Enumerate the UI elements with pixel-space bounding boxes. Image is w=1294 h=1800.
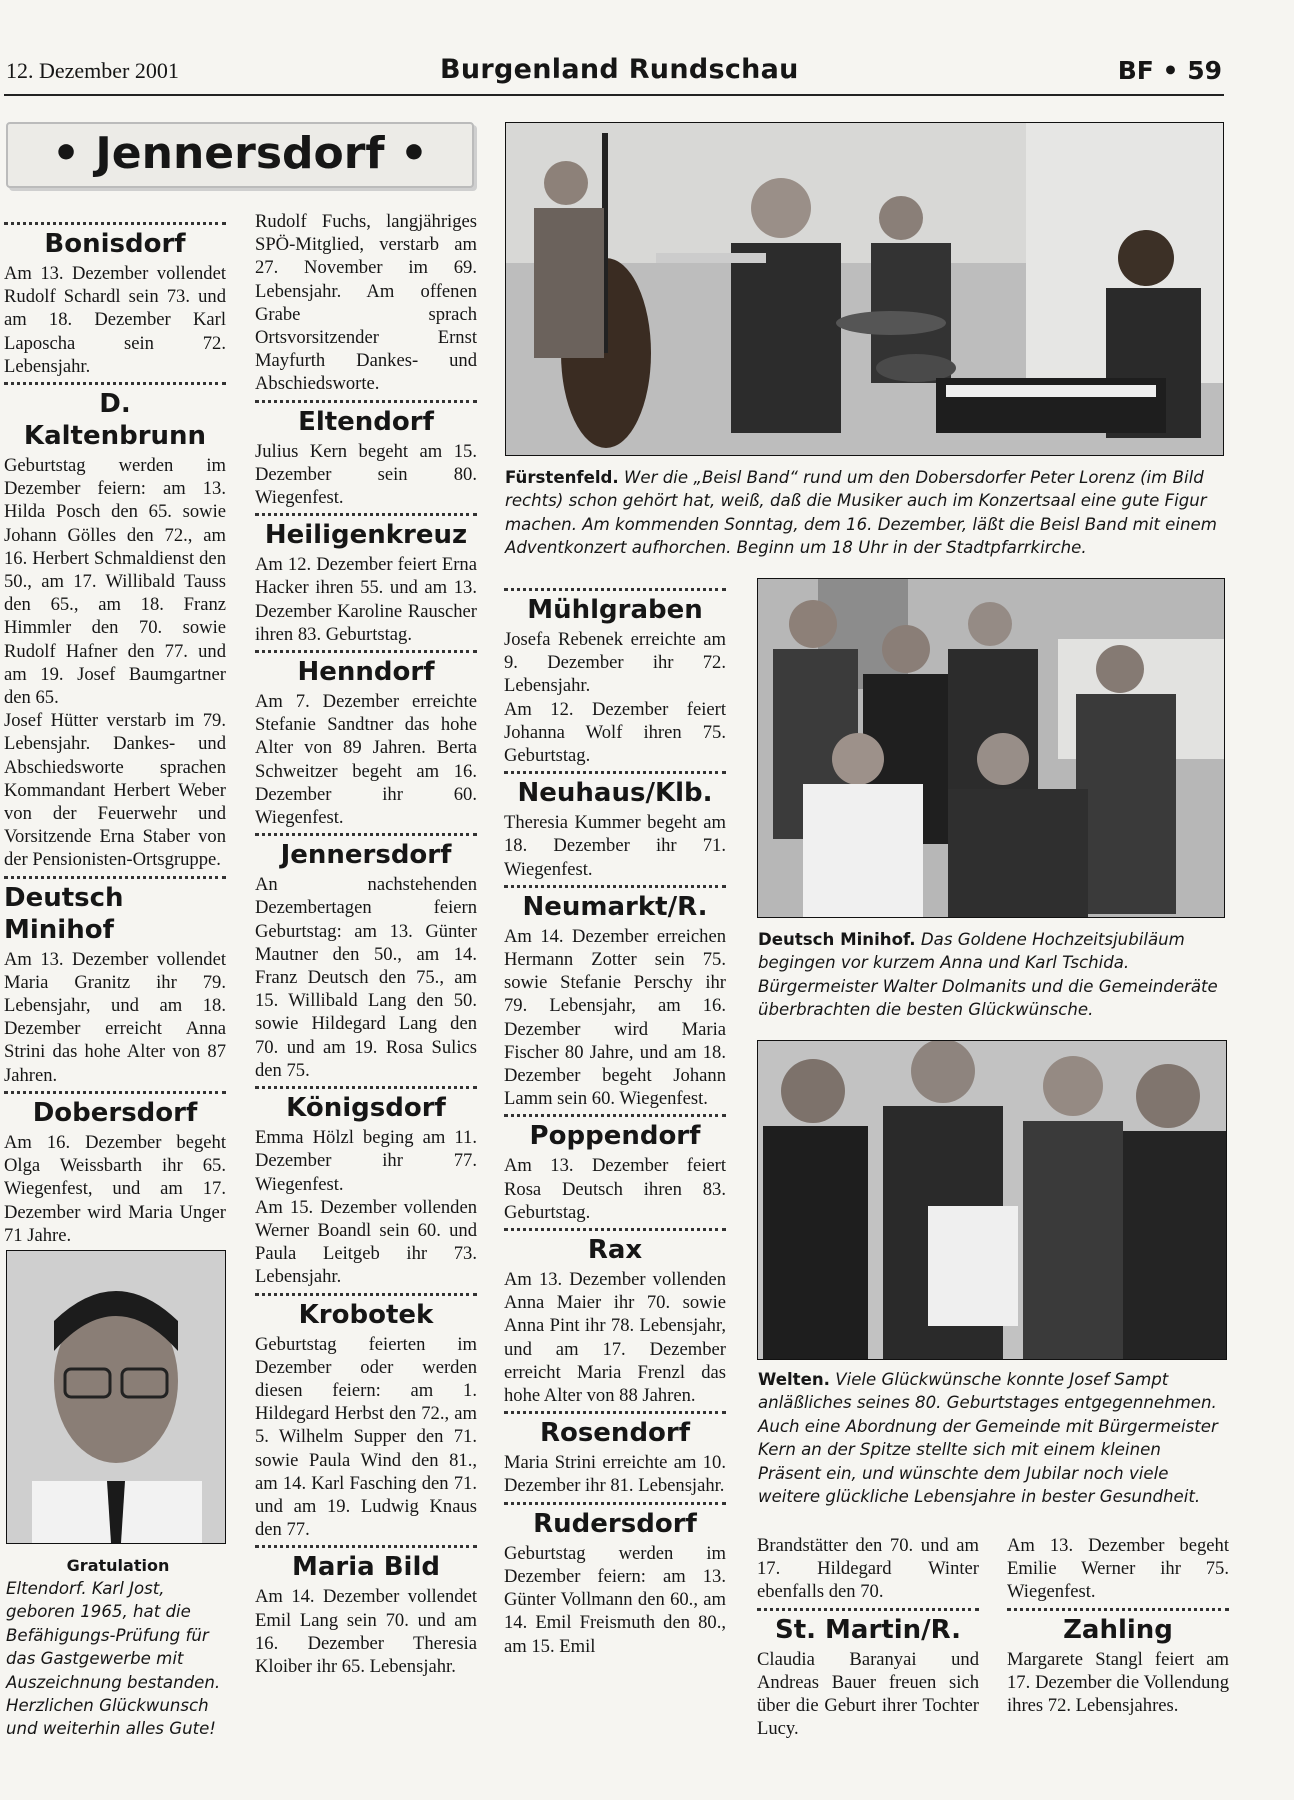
news-paragraph: Am 14. Dezember vollendet Emil Lang sein 70. und am 16. Dezember Theresia Kloiber ihr 65. Lebensjahr. <box>255 1586 477 1677</box>
gratulation-box <box>6 1555 230 1741</box>
town-heading: Maria Bild <box>291 1552 440 1583</box>
town-heading: Rosendorf <box>539 1418 691 1449</box>
town-heading: Henndorf <box>297 657 435 688</box>
town-heading: Krobotek <box>298 1299 434 1330</box>
dotted-divider <box>504 1411 726 1414</box>
news-paragraph: Am 13. Dezember vollendet Maria Granitz ihr 79. Lebensjahr, und am 18. Dezember erreicht Anna Strini das hohe Alter von 87 Jahren. <box>4 948 226 1086</box>
dotted-divider <box>757 1608 979 1611</box>
town-heading: Zahling <box>1063 1614 1173 1645</box>
news-paragraph: Geburtstag feierten im Dezember oder werden diesen feiern: am 1. Hildegard Herbst den 72., am 5. Wilhelm Supper den 71. sowie Paula Wind den 81., am 14. Karl Fasching den 71. und am 19. Ludwig Knaus den 77. <box>255 1333 477 1541</box>
news-paragraph: Am 13. Dezember feiert Rosa Deutsch ihren 83. Geburtstag. <box>504 1155 726 1223</box>
town-heading: Neumarkt/R. <box>522 891 708 922</box>
town-heading: Heiligenkreuz <box>264 520 468 551</box>
column-2 <box>255 210 477 1678</box>
dotted-divider <box>255 1545 477 1548</box>
news-paragraph: Am 13. Dezember vollendet Rudolf Schardl sein 73. und am 18. Dezember Karl Laposcha sein 72. Lebensjahr. <box>4 263 226 377</box>
town-heading: Rax <box>587 1235 643 1266</box>
news-paragraph: Am 13. Dezember vollenden Anna Maier ihr 70. sowie Anna Pint ihr 78. Lebensjahr, und am 17. Dezember erreicht Maria Frenzl das hohe Alter von 88 Jahren. <box>504 1269 726 1407</box>
dotted-divider <box>4 1091 226 1094</box>
newspaper-title: Burgenland Rundschau <box>440 54 799 85</box>
news-paragraph: Rudolf Fuchs, langjähriges SPÖ-Mitglied, verstarb am 27. November im 69. Lebensjahr. Am offenen Grabe sprach Ortsvorsitzender Ernst Mayfurth Dankes- und Abschiedsworte. <box>255 211 477 395</box>
caption-deutschminihof-place: Deutsch Minihof. <box>758 930 916 949</box>
caption-fuerstenfeld <box>505 466 1227 560</box>
section-banner <box>6 122 474 188</box>
dotted-divider <box>255 1293 477 1296</box>
caption-deutschminihof <box>758 928 1224 1022</box>
town-heading: Dobersdorf <box>32 1097 198 1128</box>
town-heading: Neuhaus/Klb. <box>517 778 713 809</box>
section-banner-text: • Jennersdorf • <box>51 128 429 179</box>
portrait-photo <box>6 1250 226 1544</box>
dotted-divider <box>4 382 226 385</box>
dotted-divider <box>504 885 726 888</box>
news-paragraph: Theresia Kummer begeht am 18. Dezember ihr 71. Wiegenfest. <box>504 812 726 880</box>
news-paragraph: Josefa Rebenek erreichte am 9. Dezember ihr 72. Lebensjahr. <box>504 629 726 697</box>
news-paragraph: Margarete Stangl feiert am 17. Dezember die Vollendung ihres 72. Lebensjahres. <box>1007 1648 1229 1717</box>
town-heading: Deutsch Minihof <box>4 882 124 945</box>
page-number: BF • 59 <box>1117 56 1222 85</box>
header-rule <box>4 94 1224 96</box>
news-paragraph: Am 14. Dezember erreichen Hermann Zotter sein 75. sowie Stefanie Perschy ihr 79. Lebensjahr, am 16. Dezember wird Maria Fischer 80 Jahre, und am 18. Dezember begeht Johann Lamm sein 60. Wiegenfest. <box>504 925 726 1110</box>
news-paragraph: An nachstehenden Dezembertagen feiern Geburtstag: am 13. Günter Mautner den 50., am 14. Franz Deutsch den 75., am 15. Willibald Lang den 50. sowie Hildegard Lang den 70. und am 19. Rosa Sulics den 75. <box>255 874 477 1081</box>
news-paragraph: Geburtstag werden im Dezember feiern: am 13. Hilda Posch den 65. sowie Johann Gölles den 72., am 16. Herbert Schmaldienst den 50., am 17. Willibald Tauss den 65., am 18. Franz Himmler den 70. sowie Rudolf Hafner den 77. und am 19. Josef Baumgartner den 65. <box>4 455 226 709</box>
news-paragraph: Claudia Baranyai und Andreas Bauer freuen sich über die Geburt ihrer Tochter Lucy. <box>757 1648 979 1740</box>
column-4a <box>757 1534 979 1740</box>
dotted-divider <box>255 513 477 516</box>
news-paragraph: Am 16. Dezember begeht Olga Weissbarth ihr 65. Wiegenfest, und am 17. Dezember wird Maria Unger 71 Jahre. <box>4 1131 226 1246</box>
town-heading: Jennersdorf <box>280 840 452 871</box>
town-heading: St. Martin/R. <box>774 1614 962 1645</box>
caption-fuerstenfeld-text: Wer die „Beisl Band“ rund um den Dobersdorfer Peter Lorenz (im Bild rechts) schon gehört hat, weiß, daß die Musiker auch im Konzertsaal eine gute Figur machen. Am kommenden Sonntag, dem 16. Dezember, läßt die Beisl Band mit einem Adventkonzert aufhorchen. Beginn um 18 Uhr in der Stadtpfarrkirche. <box>505 468 1217 558</box>
column-1 <box>4 218 226 1247</box>
dotted-divider <box>504 771 726 774</box>
news-paragraph: Josef Hütter verstarb im 79. Lebensjahr. Dankes- und Abschiedsworte sprachen Kommandant Herbert Weber von der Feuerwehr und Vorsitzende Erna Staber von der Pensionisten-Ortsgruppe. <box>4 710 226 871</box>
town-heading: Bonisdorf <box>44 229 186 259</box>
dotted-divider <box>255 650 477 653</box>
dotted-divider <box>504 1502 726 1505</box>
town-heading: Poppendorf <box>529 1121 701 1152</box>
town-heading: Rudersdorf <box>533 1508 697 1539</box>
caption-fuerstenfeld-place: Fürstenfeld. <box>505 468 619 487</box>
news-paragraph: Am 13. Dezember begeht Emilie Werner ihr 75. Wiegenfest. <box>1007 1535 1229 1603</box>
caption-welten <box>758 1368 1228 1508</box>
town-heading: Eltendorf <box>298 406 434 437</box>
birthday-photo <box>757 1040 1227 1360</box>
band-photo <box>505 122 1224 456</box>
news-paragraph: Am 15. Dezember vollenden Werner Boandl sein 60. und Paula Leitgeb ihr 73. Lebensjahr. <box>255 1196 477 1288</box>
news-paragraph: Geburtstag werden im Dezember feiern: am 13. Günter Vollmann den 60., am 14. Emil Freismuth den 80., am 15. Emil <box>504 1542 726 1657</box>
town-heading: Mühlgraben <box>527 595 703 625</box>
news-paragraph: Am 12. Dezember feiert Erna Hacker ihren 55. und am 13. Dezember Karoline Rauscher ihren 83. Geburtstag. <box>255 554 477 645</box>
town-heading: D. Kaltenbrunn <box>23 389 207 452</box>
news-paragraph: Julius Kern begeht am 15. Dezember sein 80. Wiegenfest. <box>255 440 477 509</box>
caption-deutschminihof-text: Das Goldene Hochzeitsjubiläum begingen vor kurzem Anna und Karl Tschida. Bürgermeister Walter Dolmanits und die Gemeinderäte überbrachten die besten Glückwünsche. <box>758 930 1218 1020</box>
dotted-divider <box>4 222 226 225</box>
news-paragraph: Brandstätter den 70. und am 17. Hildegard Winter ebenfalls den 70. <box>757 1535 979 1603</box>
gratulation-text: Eltendorf. Karl Jost, geboren 1965, hat die Befähigungs-Prüfung für das Gastgewerbe mit Auszeichnung bestanden. Herzlichen Glückwunsch und weiterhin alles Gute! <box>6 1579 221 1739</box>
news-paragraph: Am 12. Dezember feiert Johanna Wolf ihren 75. Geburtstag. <box>504 698 726 767</box>
caption-welten-text: Viele Glückwünsche konnte Josef Sampt anläßliches seines 80. Geburtstages entgegennehmen. Auch eine Abordnung der Gemeinde mit Bürgermeister Kern an der Spitze stellte sich mit einem kleinen Präsent ein, und wünschte dem Jubilar noch viele weitere glückliche Lebensjahre in bester Gesundheit. <box>758 1370 1218 1507</box>
caption-welten-place: Welten. <box>758 1370 830 1389</box>
dotted-divider <box>255 1086 477 1089</box>
column-4b <box>1007 1534 1229 1717</box>
news-paragraph: Am 7. Dezember erreichte Stefanie Sandtner das hohe Alter von 89 Jahren. Berta Schweitzer begeht am 16. Dezember ihr 60. Wiegenfest. <box>255 691 477 829</box>
dotted-divider <box>1007 1608 1229 1611</box>
dotted-divider <box>504 1228 726 1231</box>
dotted-divider <box>504 1114 726 1117</box>
news-paragraph: Emma Hölzl beging am 11. Dezember ihr 77. Wiegenfest. <box>255 1127 477 1195</box>
town-heading: Königsdorf <box>286 1093 446 1124</box>
dotted-divider <box>255 400 477 403</box>
header-date: 12. Dezember 2001 <box>6 58 179 83</box>
gratulation-heading: Gratulation <box>66 1556 170 1575</box>
column-3 <box>504 584 726 1658</box>
anniversary-photo <box>757 578 1225 918</box>
dotted-divider <box>504 588 726 591</box>
news-paragraph: Maria Strini erreichte am 10. Dezember ihr 81. Lebensjahr. <box>504 1452 726 1497</box>
dotted-divider <box>4 876 226 879</box>
dotted-divider <box>255 833 477 836</box>
